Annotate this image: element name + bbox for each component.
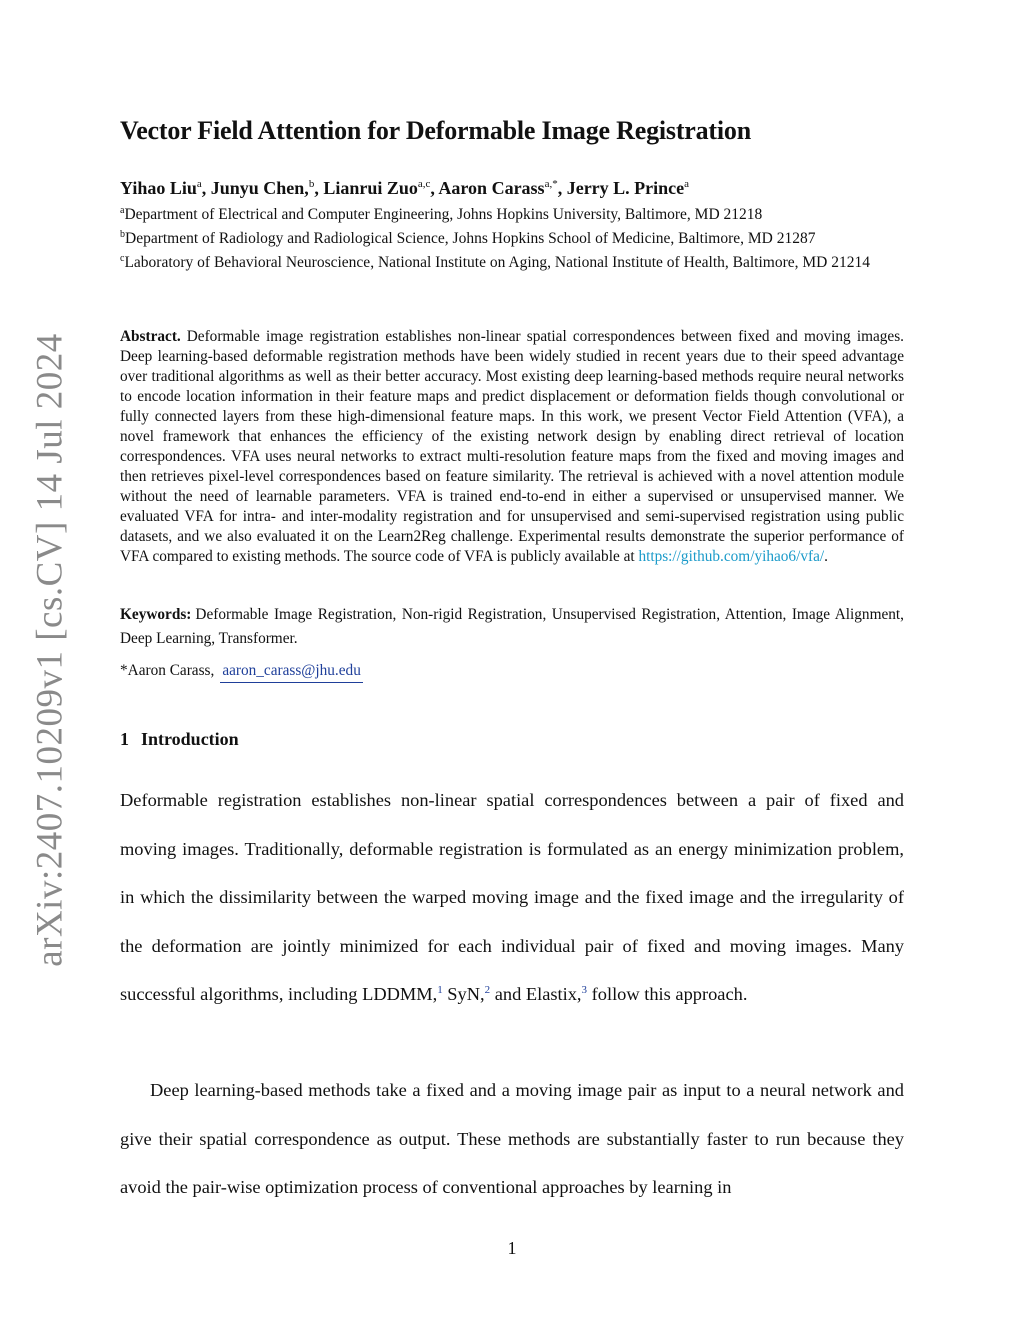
citation-link[interactable]: 1 (437, 984, 443, 997)
arxiv-identifier: arXiv:2407.10209v1 [cs.CV] 14 Jul 2024 (29, 333, 71, 967)
paper-title: Vector Field Attention for Deformable Image Registration (120, 116, 751, 145)
affiliation: $^c$Laboratory of Behavioral Neuroscience, National Institute on Aging, National Institute of Health, Baltimore, MD 21214 (120, 253, 870, 272)
abstract-heading: Abstract. (120, 328, 181, 345)
intro-paragraph-2: Deep learning-based methods take a fixed and a moving image pair as input to a neural network and give their spatial correspondence as output. These methods are substantially faster to run because they avoid the pair-wise optimization process of conventional approaches by learning in (120, 1080, 904, 1198)
abstract: Abstract. Deformable image registration establishes non-linear spatial correspondences between fixed and moving images. Deep learning-based deformable registration methods have been widely studied in recent years due to their speed advantage over traditional algorithms as well as their better accuracy. Most existing deep learning-based methods require neural networks to encode location information in their feature maps and predict displacement or deformation fields though convolutional or fully connected layers from these high-dimensional feature maps. In this work, we present Vector Field Attention (VFA), a novel framework that enhances the efficiency of the existing network design by enabling direct retrieval of location correspondences. VFA uses neural networks to extract multi-resolution feature maps from the fixed and moving images and then retrieves pixel-level correspondences based on feature similarity. The retrieval is achieved with a novel attention module without the need of learnable parameters. VFA is trained end-to-end in either a supervised or unsupervised manner. We evaluated VFA for intra- and inter-modality registration and for unsupervised and semi-supervised registration using public datasets, and we also evaluated it on the Learn2Reg challenge. Experimental results demonstrate the superior performance of VFA compared to existing methods. The source code of VFA is publicly available at https://github.com/yihao6/vfa/. (120, 328, 904, 565)
corresponding-label: *Aaron Carass, (120, 662, 215, 679)
affiliation: $^b$Department of Radiology and Radiological Science, Johns Hopkins School of Medicine, Baltimore, MD 21287 (120, 229, 816, 248)
author: Junyu Chen,$^b$, (210, 178, 324, 198)
page-number: 1 (507, 1238, 517, 1258)
abstract-text: Deformable image registration establishes non-linear spatial correspondences between fixed and moving images. Deep learning-based deformable registration methods have been widely studied in recent years due to their speed advantage over traditional algorithms as well as their better accuracy. Most existing deep learning-based methods require neural networks to encode location information in their feature maps and predict displacement or deformation fields though convolutional or fully connected layers from these high-dimensional feature maps. In this work, we present Vector Field Attention (VFA), a novel framework that enhances the efficiency of the existing network design by enabling direct retrieval of location correspondences. VFA uses neural networks to extract multi-resolution feature maps from the fixed and moving images and then retrieves pixel-level correspondences based on feature similarity. The retrieval is achieved with a novel attention module without the need of learnable parameters. VFA is trained end-to-end in either a supervised or unsupervised manner. We evaluated VFA for intra- and inter-modality registration and for unsupervised and semi-supervised registration using public datasets, and we also evaluated it on the Learn2Reg challenge. Experimental results demonstrate the superior performance of VFA compared to existing methods. The source code of VFA is publicly available at (120, 328, 904, 565)
author: Lianrui Zuo$^{a,c}$, (323, 178, 439, 198)
section-number: 1 (120, 729, 129, 749)
keywords-text: Deformable Image Registration, Non-rigid Registration, Unsupervised Registration, Attention, Image Alignment, Deep Learning, Transformer. (120, 606, 904, 647)
source-code-link[interactable]: https://github.com/yihao6/vfa/ (638, 548, 825, 565)
intro-paragraph-1: Deformable registration establishes non-linear spatial correspondences between a pair of fixed and moving images. Traditionally, deformable registration is formulated as an energy minimization problem, in which the dissimilarity between the warped moving image and the fixed image and the irregularity of the deformation are jointly minimized for each individual pair of fixed and moving images. Many successful algorithms, including LDDMM,$^1$ SyN,$^2$ and Elastix,$^3$ follow this approach. (120, 790, 904, 1005)
citation-link[interactable]: 2 (484, 984, 491, 997)
citation-link[interactable]: 3 (581, 984, 588, 997)
author: Aaron Carass$^{a,*}$, (438, 178, 567, 198)
author: Yihao Liu$^a$, (120, 178, 211, 198)
author-list (120, 178, 689, 199)
affiliation: $^a$Department of Electrical and Computer Engineering, Johns Hopkins University, Baltimore, MD 21218 (120, 205, 763, 224)
author: Jerry L. Prince$^a$ (566, 178, 690, 198)
section-title: Introduction (141, 729, 239, 749)
keywords-heading: Keywords: (120, 606, 192, 623)
corresponding-author (120, 661, 363, 683)
email-link[interactable]: aaron_carass@jhu.edu (220, 661, 363, 683)
keywords (120, 603, 904, 651)
affiliation-list (120, 201, 910, 273)
section-heading (120, 729, 239, 750)
